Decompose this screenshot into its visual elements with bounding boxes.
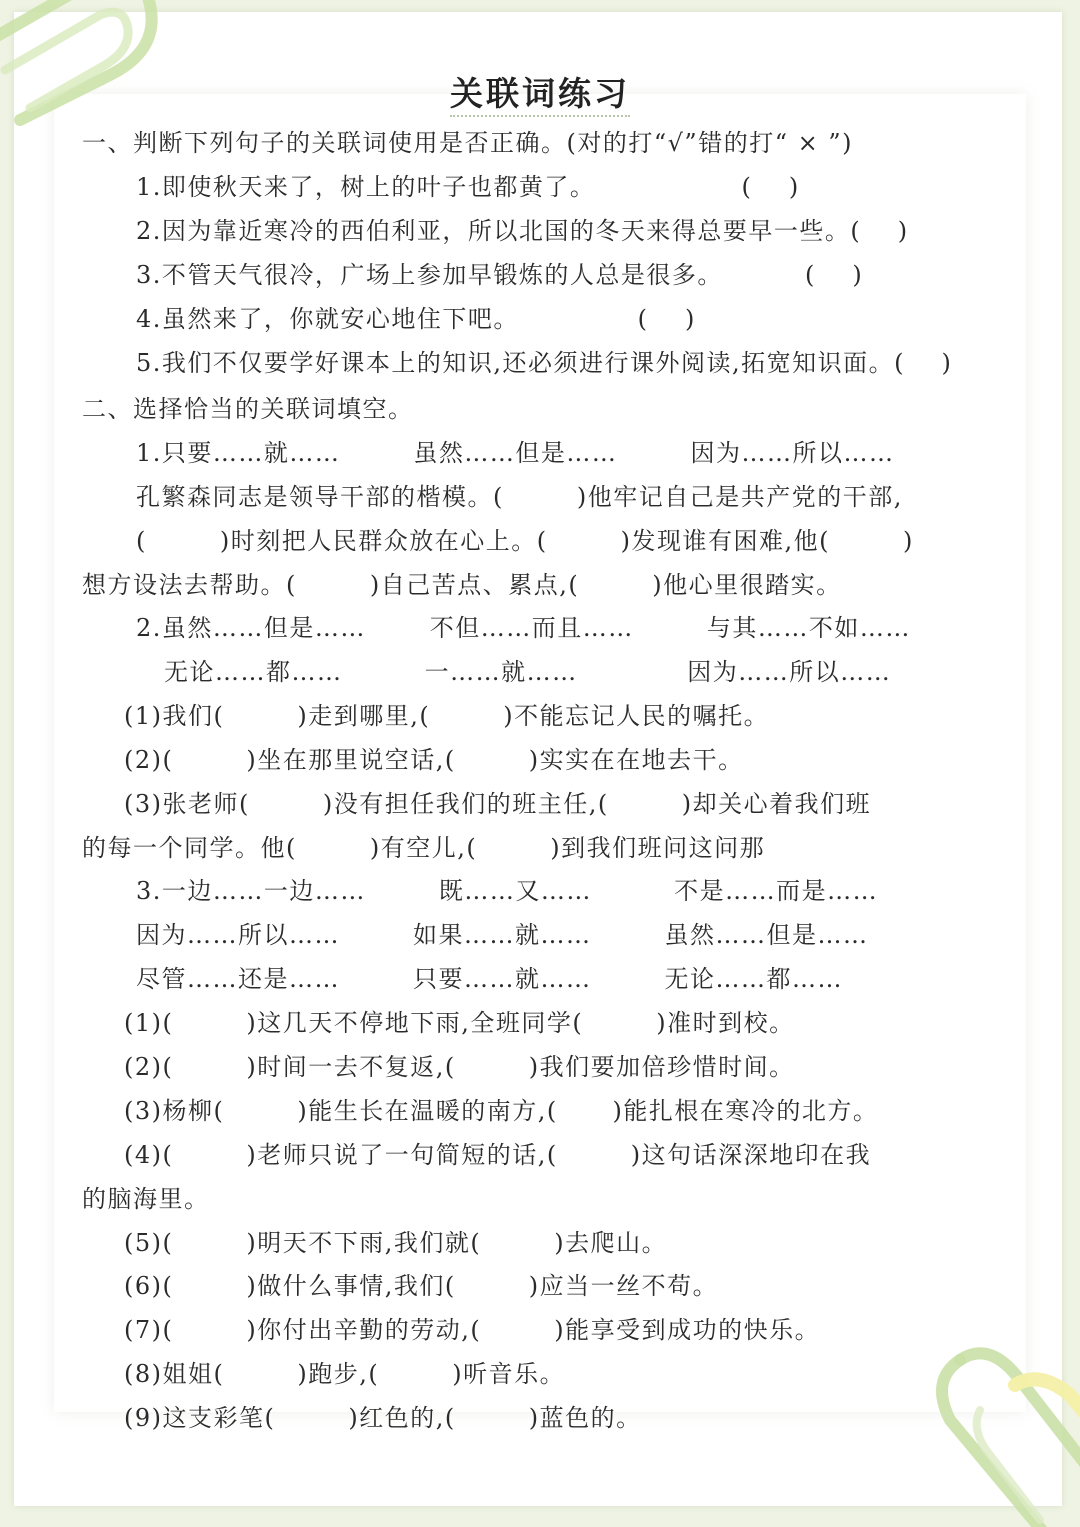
worksheet-line: (1)( )这几天不停地下雨,全班同学( )准时到校。 [124, 1009, 795, 1037]
page-title: 关联词练习 [0, 68, 1080, 115]
worksheet-line: 二、选择恰当的关联词填空。 [82, 395, 414, 423]
worksheet-line: 尽管……还是…… 只要……就…… 无论……都…… [136, 965, 844, 993]
worksheet-line: 想方设法去帮助。( )自己苦点、累点,( )他心里很踏实。 [82, 571, 842, 599]
worksheet-line: 5.我们不仅要学好课本上的知识,还必须进行课外阅读,拓宽知识面。( ) [136, 349, 953, 377]
worksheet-line: 的脑海里。 [82, 1185, 210, 1213]
worksheet-line: (3)杨柳( )能生长在温暖的南方,( )能扎根在寒冷的北方。 [124, 1097, 879, 1125]
worksheet-line: (3)张老师( )没有担任我们的班主任,( )却关心着我们班 [124, 790, 872, 818]
worksheet-line: 无论……都…… 一……就…… 因为……所以…… [164, 658, 892, 686]
worksheet-line: 4.虽然来了，你就安心地住下吧。 ( ) [136, 305, 696, 333]
worksheet-line: 1.即使秋天来了，树上的叶子也都黄了。 ( ) [136, 173, 800, 201]
worksheet-line: 3.不管天气很冷，广场上参加早锻炼的人总是很多。 ( ) [136, 261, 864, 289]
worksheet-line: ( )时刻把人民群众放在心上。( )发现谁有困难,他( ) [136, 527, 914, 555]
worksheet-line: 因为……所以…… 如果……就…… 虽然……但是…… [136, 921, 869, 949]
worksheet-line: (1)我们( )走到哪里,( )不能忘记人民的嘱托。 [124, 702, 770, 730]
worksheet-line: (9)这支彩笔( )红色的,( )蓝色的。 [124, 1404, 642, 1432]
worksheet-line: (4)( )老师只说了一句简短的话,( )这句话深深地印在我 [124, 1141, 872, 1169]
worksheet-line: 1.只要……就…… 虽然……但是…… 因为……所以…… [136, 439, 895, 467]
worksheet-line: (7)( )你付出辛勤的劳动,( )能享受到成功的快乐。 [124, 1316, 821, 1344]
worksheet-line: 一、判断下列句子的关联词使用是否正确。(对的打“√”错的打“ × ”) [82, 129, 853, 157]
worksheet-line: (2)( )坐在那里说空话,( )实实在在地去干。 [124, 746, 744, 774]
worksheet-line: (6)( )做什么事情,我们( )应当一丝不苟。 [124, 1272, 719, 1300]
worksheet-line: (8)姐姐( )跑步,( )听音乐。 [124, 1360, 566, 1388]
worksheet-line: (2)( )时间一去不复返,( )我们要加倍珍惜时间。 [124, 1053, 795, 1081]
worksheet-line: 2.虽然……但是…… 不但……而且…… 与其……不如…… [136, 614, 911, 642]
worksheet-line: 2.因为靠近寒冷的西伯利亚，所以北国的冬天来得总要早一些。( ) [136, 217, 909, 245]
worksheet-line: 的每一个同学。他( )有空儿,( )到我们班问这问那 [82, 834, 766, 862]
worksheet-line: 孔繁森同志是领导干部的楷模。( )他牢记自己是共产党的干部, [136, 483, 903, 511]
worksheet-line: (5)( )明天不下雨,我们就( )去爬山。 [124, 1229, 668, 1257]
worksheet-line: 3.一边……一边…… 既……又…… 不是……而是…… [136, 877, 879, 905]
